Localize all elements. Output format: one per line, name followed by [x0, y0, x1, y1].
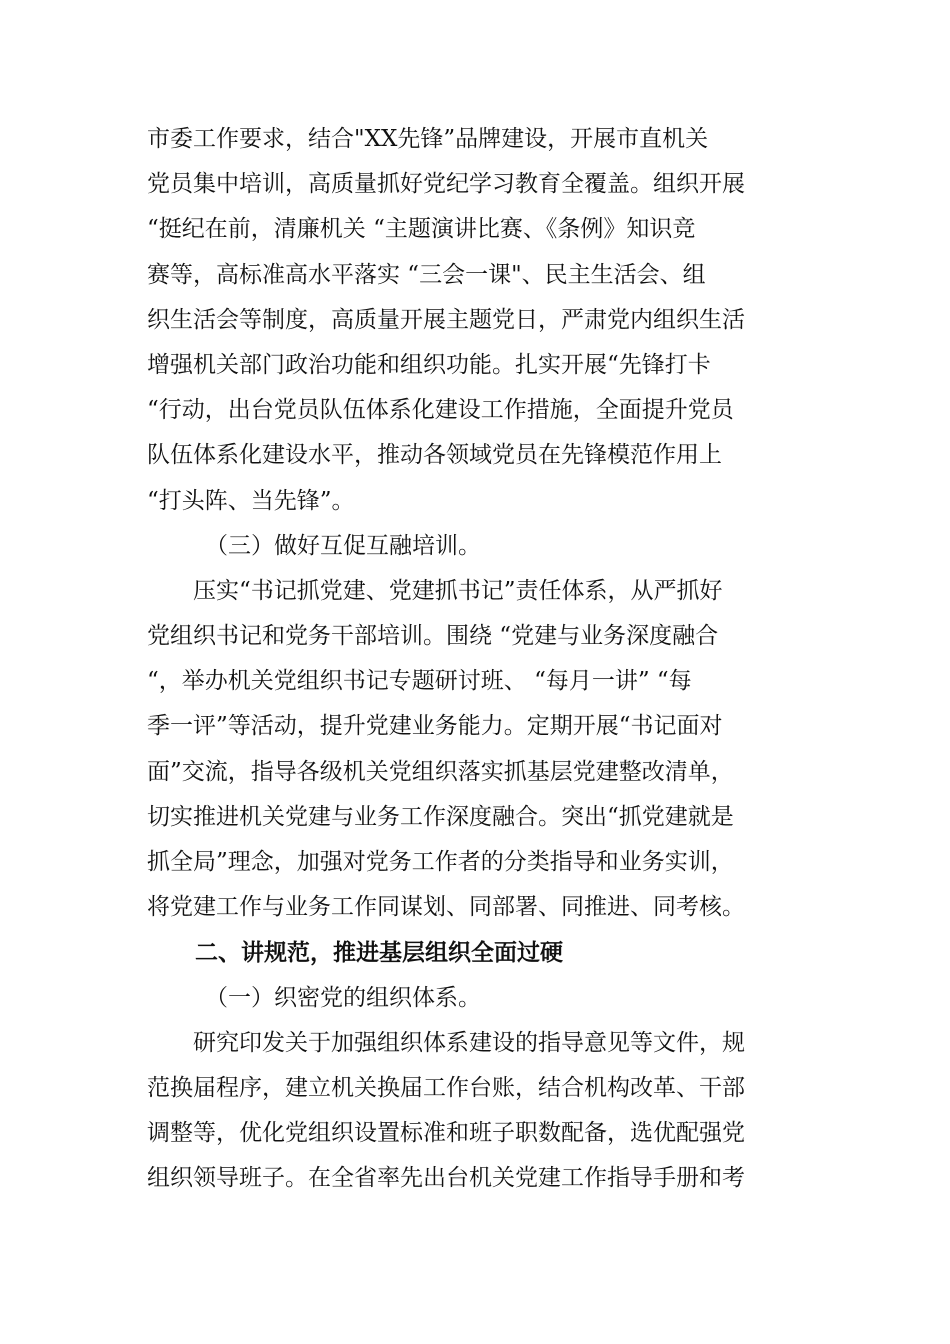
- paragraph-line: 组织领导班子。在全省率先出台机关党建工作指导手册和考: [147, 1165, 745, 1192]
- paragraph-line: 研究印发关于加强组织体系建设的指导意见等文件，规: [193, 1029, 745, 1056]
- paragraph-line: 切实推进机关党建与业务工作深度融合。突出“抓党建就是: [147, 803, 734, 830]
- paragraph-line: 范换届程序，建立机关换届工作台账，结合机构改革、干部: [147, 1074, 745, 1101]
- paragraph-line: 调整等，优化党组织设置标准和班子职数配备，选优配强党: [147, 1120, 745, 1147]
- paragraph-line: “行动，出台党员队伍体系化建设工作措施，全面提升党员: [147, 397, 734, 424]
- subheading-mutual-training: （三）做好互促互融培训。: [205, 532, 481, 559]
- subheading-organization-system: （一）织密党的组织体系。: [205, 984, 481, 1011]
- paragraph-line: 市委工作要求，结合"XX先锋”品牌建设，开展市直机关: [147, 126, 709, 152]
- paragraph-line: “挺纪在前，清廉机关 “主题演讲比赛、《条例》知识竞: [147, 216, 696, 243]
- paragraph-line: 压实“书记抓党建、党建抓书记”责任体系，从严抓好: [193, 577, 723, 604]
- paragraph-line: 队伍体系化建设水平，推动各领域党员在先锋模范作用上: [147, 442, 722, 469]
- paragraph-line: 赛等，高标准高水平落实 “三会一课"、民主生活会、组: [147, 261, 706, 288]
- paragraph-line: 季一评”等活动，提升党建业务能力。定期开展“书记面对: [147, 713, 723, 740]
- paragraph-line: 抓全局”理念，加强对党务工作者的分类指导和业务实训，: [147, 849, 734, 875]
- paragraph-line: 党员集中培训，高质量抓好党纪学习教育全覆盖。组织开展: [147, 171, 745, 198]
- paragraph-secretary-training: [147, 569, 807, 931]
- paragraph-line: 织生活会等制度，高质量开展主题党日，严肃党内组织生活: [147, 306, 745, 333]
- document-body: [147, 117, 807, 1202]
- paragraph-line: “，举办机关党组织书记专题研讨班、 “每月一讲” “每: [147, 668, 692, 695]
- paragraph-line: 党组织书记和党务干部培训。围绕 “党建与业务深度融合: [147, 623, 719, 650]
- paragraph-line: 将党建工作与业务工作同谋划、同部署、同推进、同考核。: [147, 894, 745, 921]
- paragraph-line: 面”交流，指导各级机关党组织落实抓基层党建整改清单，: [147, 758, 734, 785]
- paragraph-xx-pioneer-training: [147, 117, 807, 524]
- section-heading-standards: 二、讲规范，推进基层组织全面过硬: [195, 939, 563, 967]
- paragraph-line: “打头阵、当先锋”。: [147, 487, 355, 514]
- paragraph-line: 增强机关部门政治功能和组织功能。扎实开展“先锋打卡: [147, 351, 711, 378]
- paragraph-organization-system: [147, 1021, 807, 1202]
